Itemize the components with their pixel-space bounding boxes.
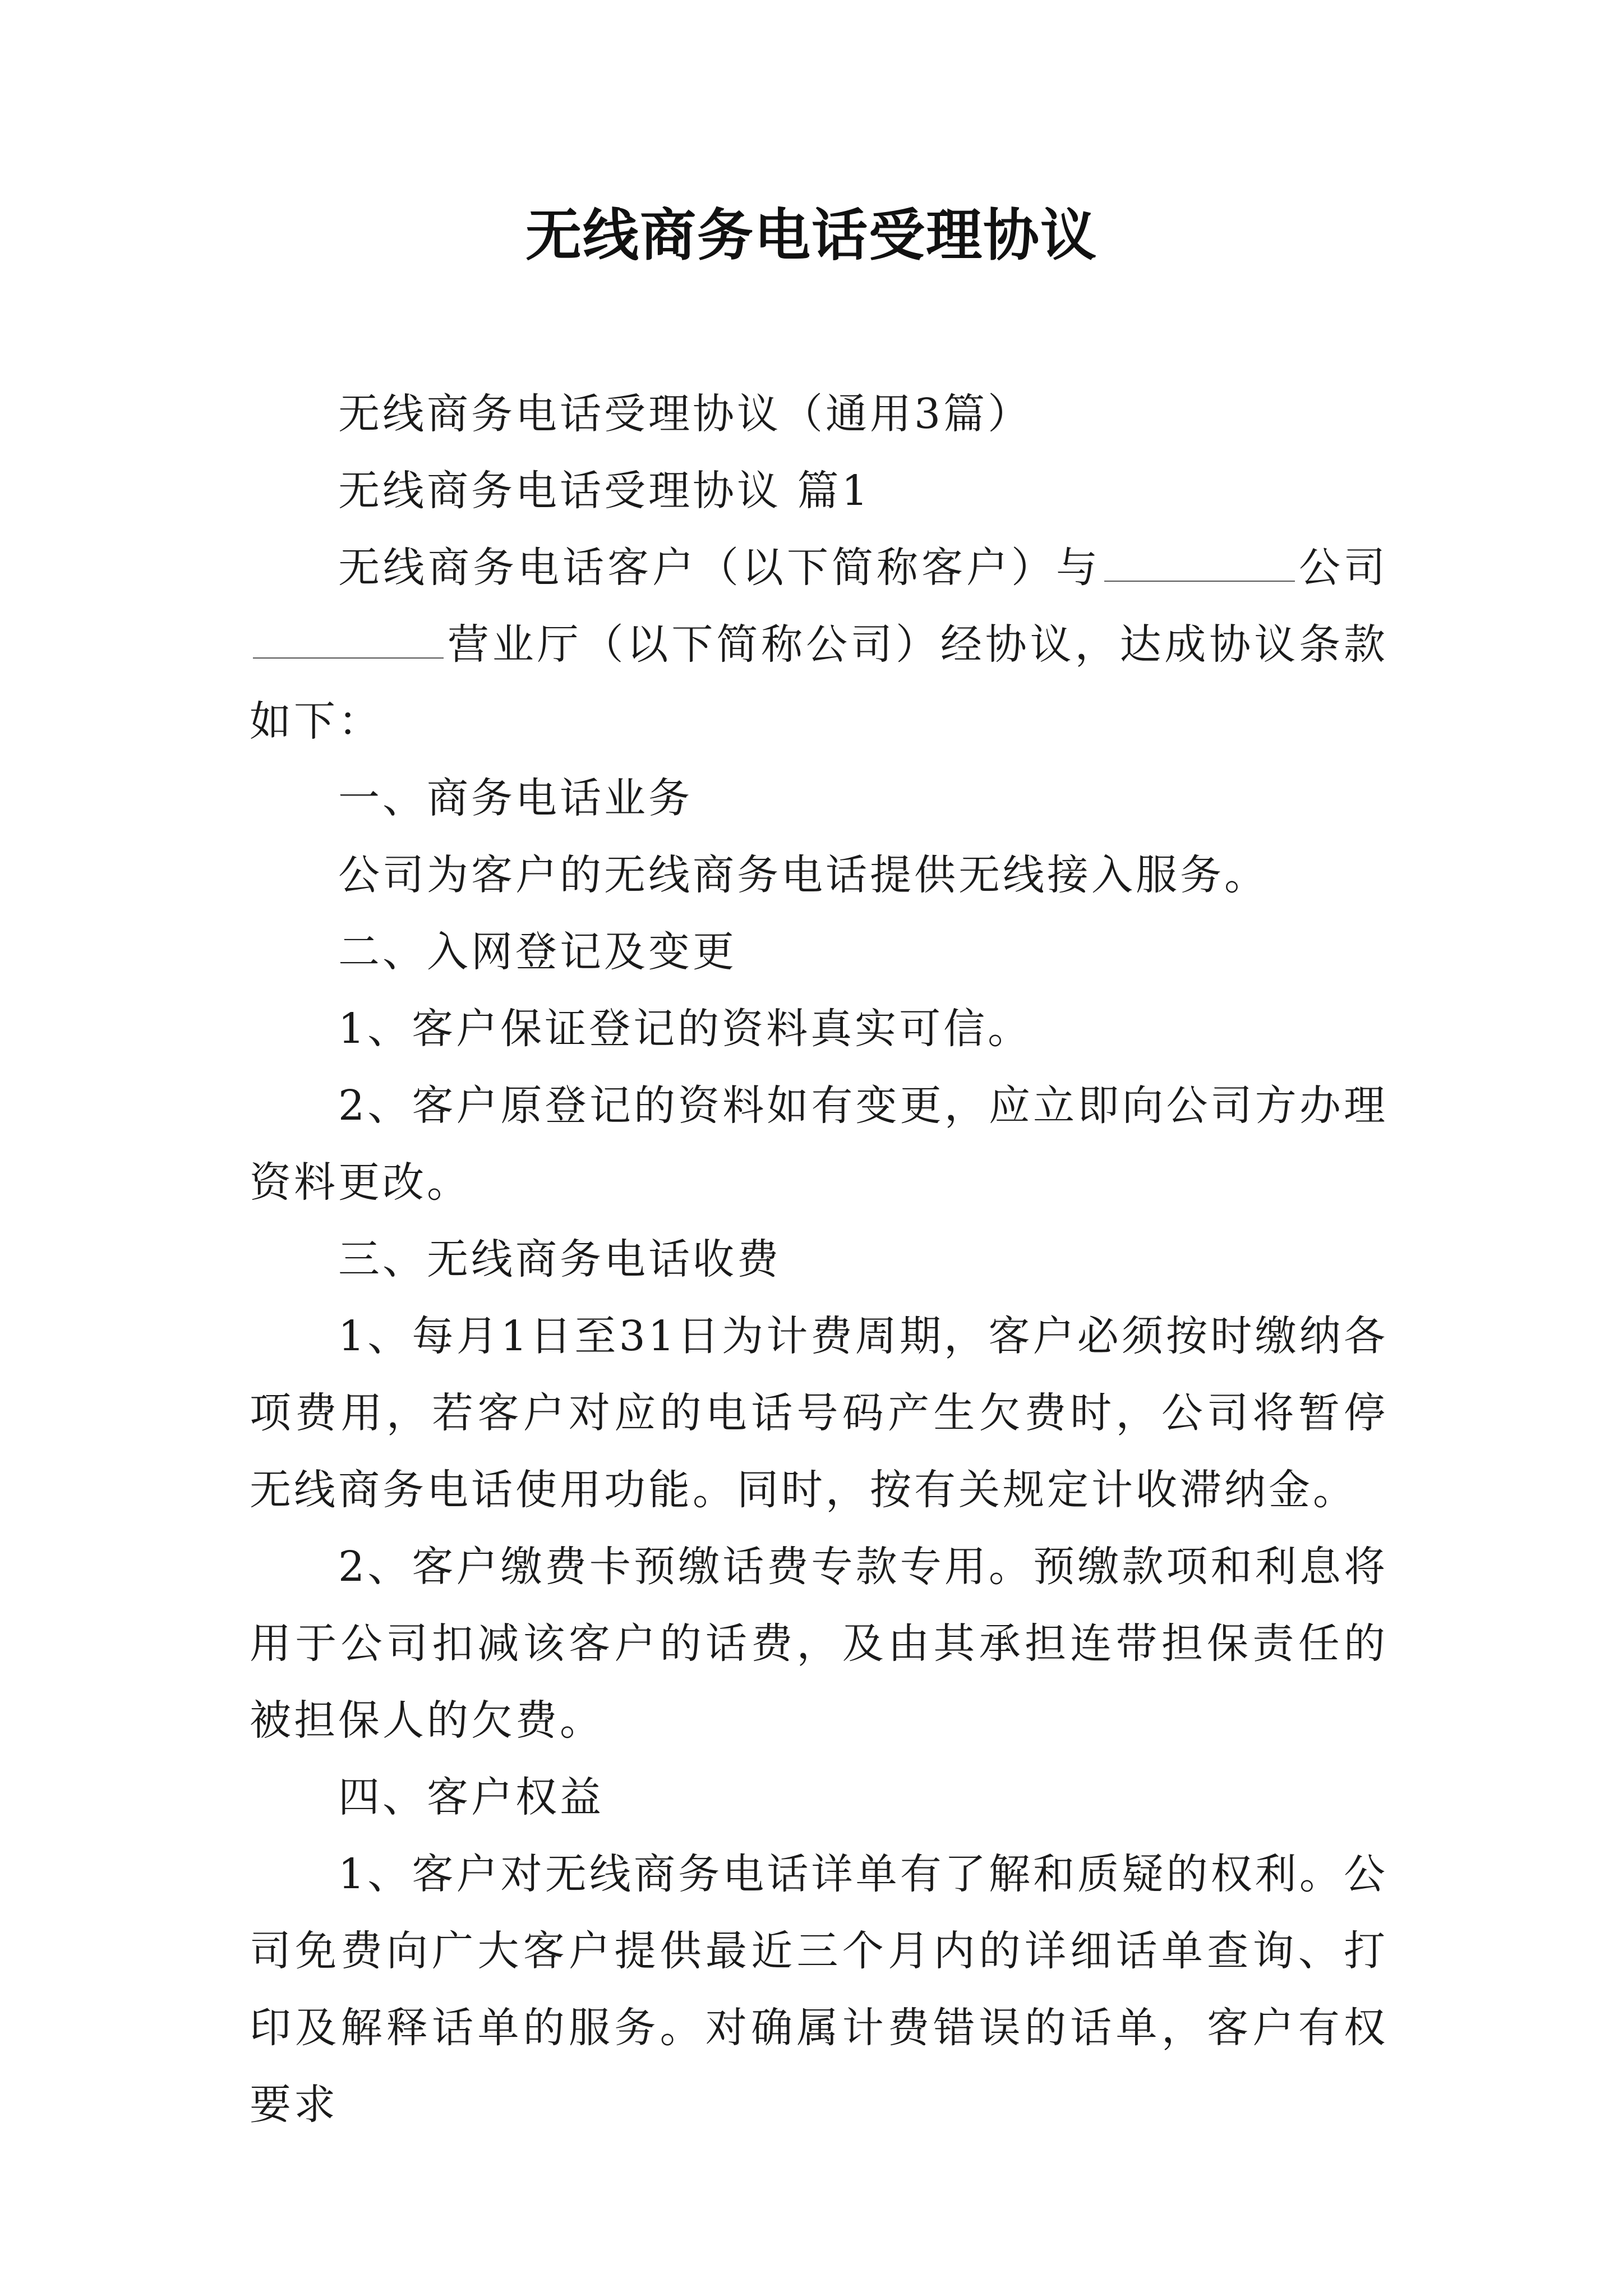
paragraph-section-heading: 无线商务电话受理协议 篇1: [338, 467, 871, 515]
paragraph-text: 1、客户保证登记的资料真实可信。: [338, 1005, 1032, 1053]
paragraph-text: 1、每月1日至31日为计费周期，客户必须按时缴纳各项费用，若客户对应的电话号码产生欠费时，公司将暂停无线商务电话使用功能。同时，按有关规定计收滞纳金。: [250, 1312, 1388, 1514]
paragraph-text: 1、客户对无线商务电话详单有了解和质疑的权利。公司免费向广大客户提供最近三个月内的详细话单查询、打印及解释话单的服务。对确属计费错误的话单，客户有权要求: [250, 1850, 1388, 2129]
paragraph-heading-2: 二、入网登记及变更: [338, 928, 737, 976]
paragraph-text: 2、客户原登记的资料如有变更，应立即向公司方办理资料更改。: [250, 1082, 1388, 1207]
paragraph-text: 公司为客户的无线商务电话提供无线接入服务。: [338, 851, 1269, 899]
paragraph-heading-4: 四、客户权益: [338, 1773, 604, 1821]
paragraph-subtitle: 无线商务电话受理协议（通用3篇）: [338, 390, 1032, 438]
paragraph-text: 2、客户缴费卡预缴话费专款专用。预缴款项和利息将用于公司扣减该客户的话费，及由其承担连带担保责任的被担保人的欠费。: [250, 1543, 1388, 1745]
document-body: [250, 376, 1388, 2143]
paragraph-heading-1: 一、商务电话业务: [338, 774, 693, 822]
parties-text-end: 营业厅（以下简称公司）经协议，达成协议条款如下：: [250, 620, 1388, 746]
paragraph-heading-3: 三、无线商务电话收费: [338, 1235, 781, 1283]
parties-text-company: 公司: [1298, 544, 1388, 592]
parties-text-start: 无线商务电话客户（以下简称客户）与: [338, 544, 1101, 592]
paragraph-parties: [250, 530, 1388, 760]
blank-field-office: [253, 616, 444, 659]
document-title: 无线商务电话受理协议: [525, 203, 1098, 268]
blank-field-company: [1104, 539, 1295, 582]
